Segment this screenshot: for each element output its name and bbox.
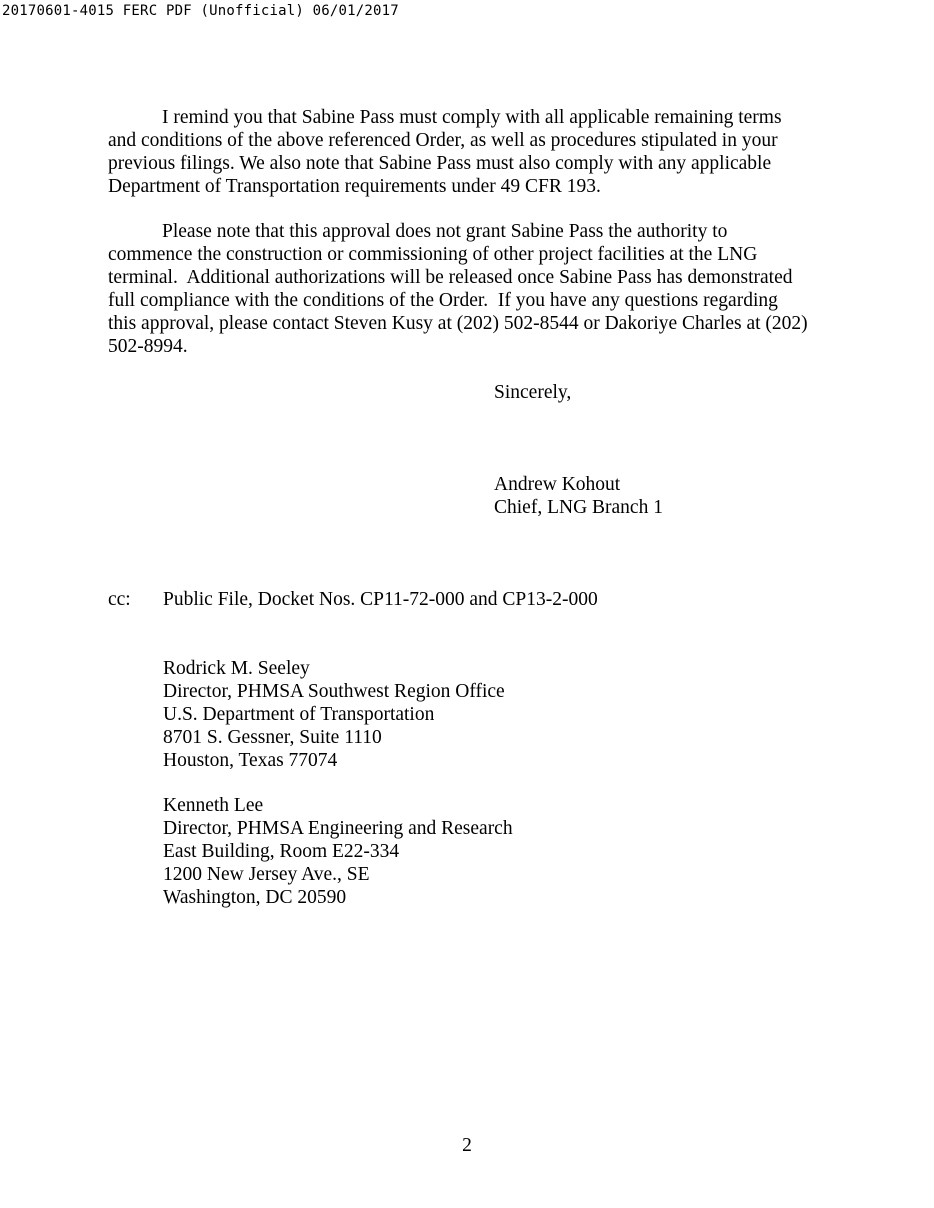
signer-title: Chief, LNG Branch 1 bbox=[494, 497, 663, 518]
address-line: East Building, Room E22-334 bbox=[163, 841, 400, 862]
closing bbox=[494, 381, 571, 404]
paragraph-line: Please note that this approval does not grant Sabine Pass the authority to bbox=[162, 221, 728, 242]
paragraph-line: this approval, please contact Steven Kusy at (202) 502-8544 or Dakoriye Charles at (202) bbox=[108, 313, 808, 334]
paragraph-line: and conditions of the above referenced Order, as well as procedures stipulated in your bbox=[108, 130, 778, 151]
cc-recipient-seeley bbox=[163, 657, 505, 772]
paragraph-line: 502-8994. bbox=[108, 336, 188, 357]
cc-public-file: Public File, Docket Nos. CP11-72-000 and CP13-2-000 bbox=[163, 589, 598, 610]
signer-name: Andrew Kohout bbox=[494, 474, 621, 495]
address-line: Kenneth Lee bbox=[163, 795, 264, 816]
cc-recipient-lee bbox=[163, 794, 513, 909]
paragraph-line: Department of Transportation requirements under 49 CFR 193. bbox=[108, 176, 601, 197]
address-line: Director, PHMSA Southwest Region Office bbox=[163, 681, 505, 702]
address-line: 8701 S. Gessner, Suite 1110 bbox=[163, 727, 382, 748]
address-line: U.S. Department of Transportation bbox=[163, 704, 435, 725]
address-line: 1200 New Jersey Ave., SE bbox=[163, 864, 370, 885]
address-line: Washington, DC 20590 bbox=[163, 887, 347, 908]
address-line: Director, PHMSA Engineering and Research bbox=[163, 818, 513, 839]
paragraph-approval-note bbox=[108, 220, 838, 358]
ferc-header-stamp: 20170601-4015 FERC PDF (Unofficial) 06/01/2017 bbox=[2, 3, 399, 19]
paragraph-line: commence the construction or commissioning of other project facilities at the LNG bbox=[108, 244, 758, 265]
address-line: Houston, Texas 77074 bbox=[163, 750, 338, 771]
page-number: 2 bbox=[462, 1135, 472, 1156]
address-line: Rodrick M. Seeley bbox=[163, 658, 310, 679]
paragraph-line: I remind you that Sabine Pass must comply with all applicable remaining terms bbox=[162, 107, 782, 128]
paragraph-compliance bbox=[108, 106, 838, 198]
signature-block bbox=[494, 473, 663, 519]
paragraph-line: terminal. Additional authorizations will be released once Sabine Pass has demonstrated bbox=[108, 267, 793, 288]
paragraph-line: previous filings. We also note that Sabine Pass must also comply with any applicable bbox=[108, 153, 772, 174]
paragraph-line: full compliance with the conditions of the Order. If you have any questions regarding bbox=[108, 290, 778, 311]
closing-text: Sincerely, bbox=[494, 382, 572, 403]
cc-label: cc: bbox=[108, 589, 131, 610]
